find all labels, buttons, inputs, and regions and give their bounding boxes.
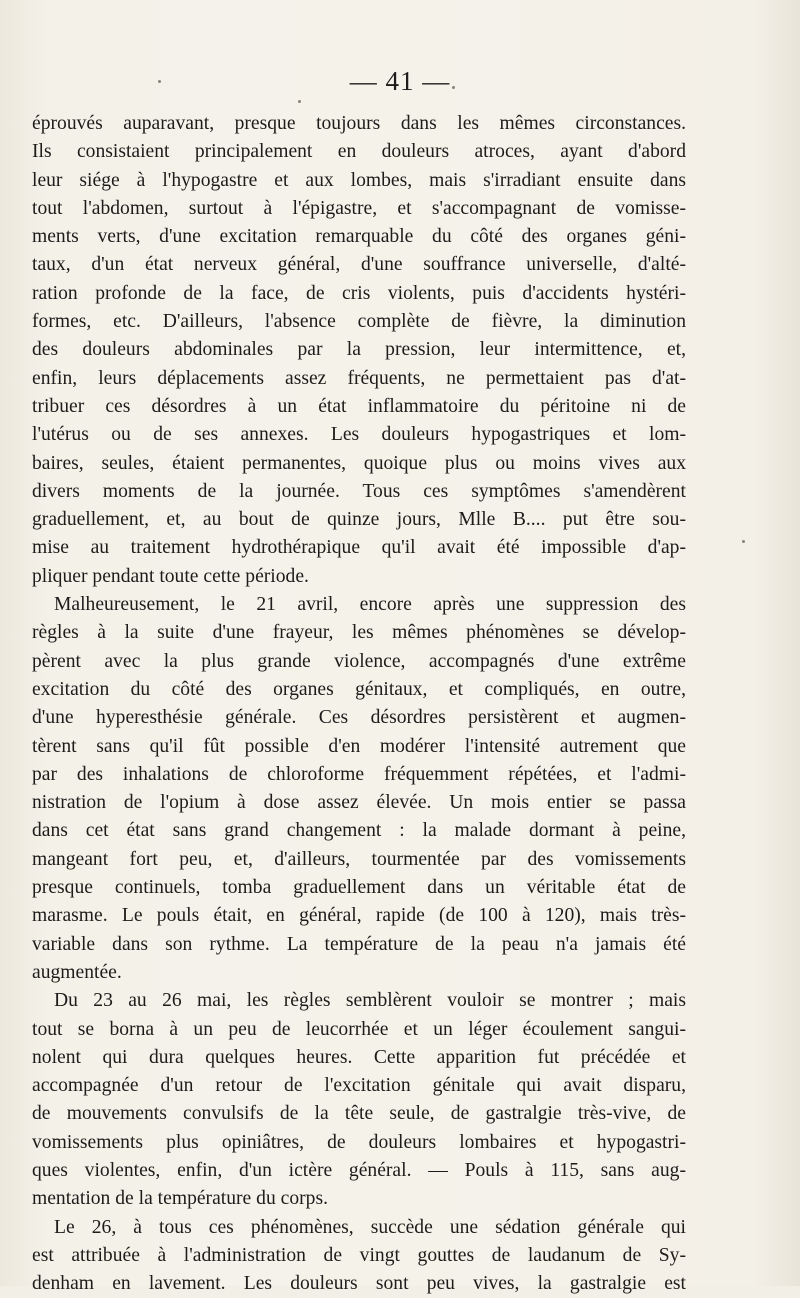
text-line: taux, d'un état nerveux général, d'une souffrance universelle, d'alté- [32, 254, 686, 276]
text-line: dans cet état sans grand changement : la malade dormant à peine, [32, 820, 686, 842]
text-line: mentation de la température du corps. [32, 1188, 328, 1210]
text-line: mise au traitement hydrothérapique qu'il avait été impossible d'ap- [32, 537, 686, 559]
text-line: ques violentes, enfin, d'un ictère général. — Pouls à 115, sans aug- [32, 1159, 686, 1181]
text-line: nistration de l'opium à dose assez élevée. Un mois entier se passa [32, 792, 686, 814]
text-line: variable dans son rythme. La température de la peau n'a jamais été [32, 933, 686, 955]
text-line: tout l'abdomen, surtout à l'épigastre, et s'accompagnant de vomisse- [32, 197, 686, 219]
text-line: baires, seules, étaient permanentes, quoique plus ou moins vives aux [32, 452, 686, 474]
text-line: marasme. Le pouls était, en général, rapide (de 100 à 120), mais très- [32, 905, 686, 927]
text-line: nolent qui dura quelques heures. Cette apparition fut précédée et [32, 1046, 686, 1068]
text-line: formes, etc. D'ailleurs, l'absence complète de fièvre, la diminution [32, 311, 686, 333]
text-line: tout se borna à un peu de leucorrhée et un léger écoulement sangui- [32, 1018, 686, 1040]
text-line: leur siége à l'hypogastre et aux lombes, mais s'irradiant ensuite dans [32, 169, 686, 191]
paragraph-first-line: Le 26, à tous ces phénomènes, succède une sédation générale qui [54, 1216, 686, 1238]
text-line: tribuer ces désordres à un état inflammatoire du péritoine ni de [32, 395, 686, 417]
text-line: augmentée. [32, 961, 122, 983]
text-line: ments verts, d'une excitation remarquable du côté des organes géni- [32, 226, 686, 248]
text-line: vomissements plus opiniâtres, de douleurs lombaires et hypogastri- [32, 1131, 686, 1153]
text-line: de mouvements convulsifs de la tête seule, de gastralgie très-vive, de [32, 1103, 686, 1125]
text-line: divers moments de la journée. Tous ces symptômes s'amendèrent [32, 480, 686, 502]
paragraph-first-line: Malheureusement, le 21 avril, encore après une suppression des [54, 594, 686, 616]
paper-speck [158, 80, 161, 83]
text-line: tèrent sans qu'il fût possible d'en modérer l'intensité autrement que [32, 735, 686, 757]
paper-speck [742, 540, 745, 543]
paragraph-first-line: Du 23 au 26 mai, les règles semblèrent vouloir se montrer ; mais [54, 990, 686, 1012]
text-line: pèrent avec la plus grande violence, accompagnés d'une extrême [32, 650, 686, 672]
text-line: presque continuels, tomba graduellement dans un véritable état de [32, 877, 686, 899]
text-line: mangeant fort peu, et, d'ailleurs, tourmentée par des vomissements [32, 848, 686, 870]
text-line: règles à la suite d'une frayeur, les mêmes phénomènes se dévelop- [32, 622, 686, 644]
text-line: denham en lavement. Les douleurs sont peu vives, la gastralgie est [32, 1273, 686, 1295]
text-line: d'une hyperesthésie générale. Ces désordres persistèrent et augmen- [32, 707, 686, 729]
text-line: l'utérus ou de ses annexes. Les douleurs hypogastriques et lom- [32, 424, 686, 446]
text-line: ration profonde de la face, de cris violents, puis d'accidents hystéri- [32, 282, 686, 304]
paper-speck [298, 100, 301, 103]
text-line: accompagnée d'un retour de l'excitation génitale qui avait disparu, [32, 1075, 686, 1097]
text-line: est attribuée à l'administration de vingt gouttes de laudanum de Sy- [32, 1244, 686, 1266]
text-line: des douleurs abdominales par la pression, leur intermittence, et, [32, 339, 686, 361]
text-line: Ils consistaient principalement en douleurs atroces, ayant d'abord [32, 141, 686, 163]
paper-speck [452, 86, 455, 89]
text-line: excitation du côté des organes génitaux, et compliqués, en outre, [32, 678, 686, 700]
text-line: pliquer pendant toute cette période. [32, 565, 309, 587]
page-number: — 41 — [349, 66, 451, 96]
text-line: graduellement, et, au bout de quinze jours, Mlle B.... put être sou- [32, 509, 686, 531]
text-line: éprouvés auparavant, presque toujours dans les mêmes circonstances. [32, 113, 686, 134]
body-text [32, 110, 686, 1298]
text-line: enfin, leurs déplacements assez fréquents, ne permettaient pas d'at- [32, 367, 686, 389]
text-line: par des inhalations de chloroforme fréquemment répétées, et l'admi- [32, 763, 686, 785]
